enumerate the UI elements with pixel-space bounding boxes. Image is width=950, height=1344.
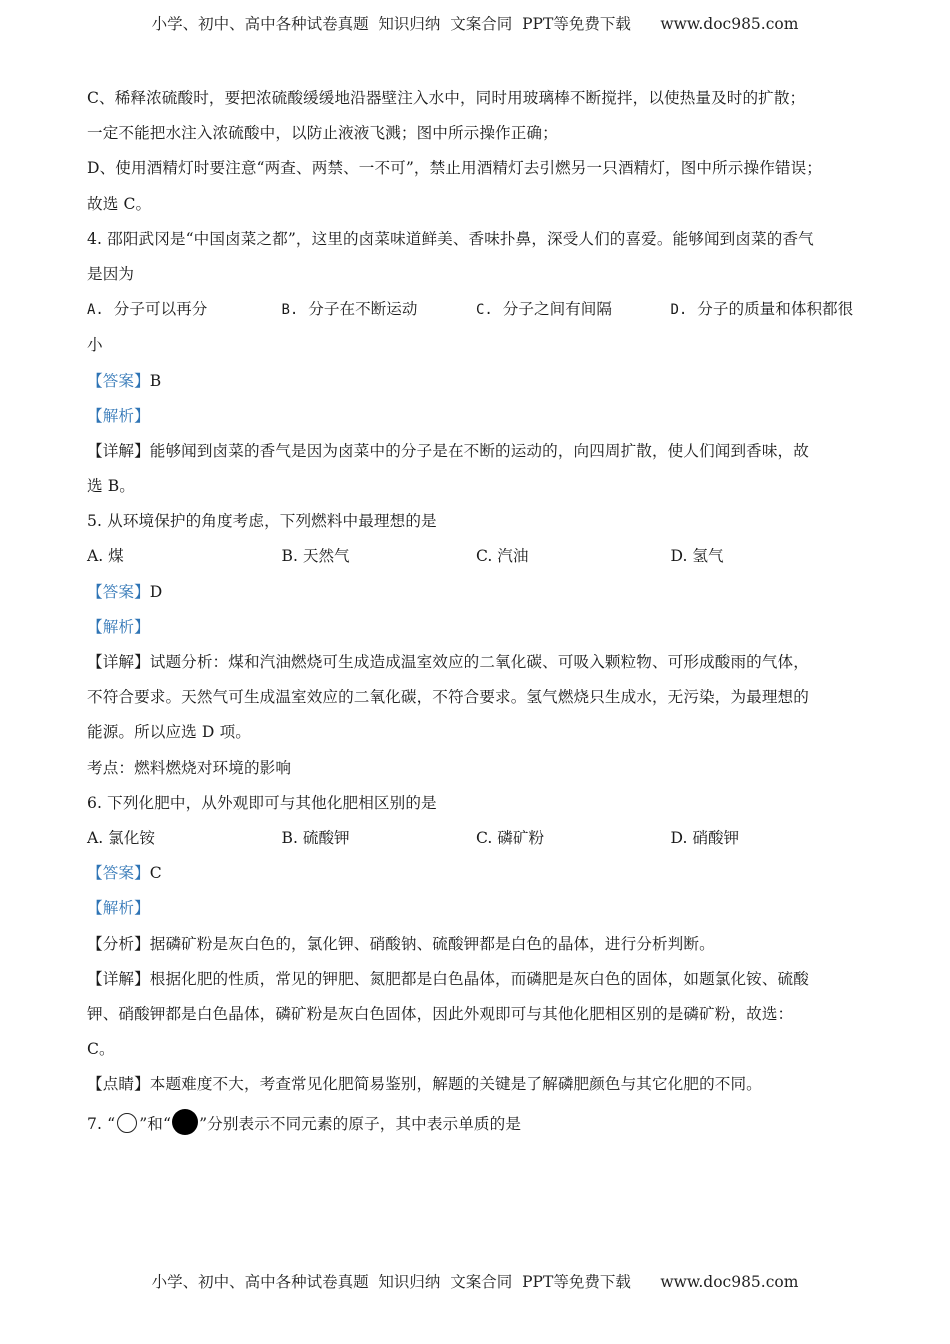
q6-detail-line1: 【详解】根据化肥的性质，常见的钾肥、氮肥都是白色晶体，而磷肥是灰白色的固体，如题氯化铵、硫酸 [87, 969, 809, 988]
q5-answer [87, 582, 865, 602]
q3-option-c-line1: C、稀释浓硫酸时，要把浓硫酸缓缓地沿器壁注入水中，同时用玻璃棒不断搅拌，以使热量及时的扩散； [87, 89, 806, 107]
q4-option-d-wrap: 小 [87, 336, 103, 355]
answer-tag: 【答案】 [87, 864, 150, 883]
fenxi-tag: 【分析】 [87, 934, 150, 953]
q4-detail-line1: 【详解】能够闻到卤菜的香气是因为卤菜中的分子是在不断的运动的，向四周扩散，使人们闻到香味，故 [87, 441, 809, 460]
q4-option-c: C. 分子之间有间隔 [476, 300, 612, 319]
q4-option-b: B. 分子在不断运动 [281, 300, 418, 319]
q5-option-c: C. 汽油 [476, 547, 529, 566]
q3-option-c-line2: 一定不能把水注入浓硫酸中，以防止液液飞溅；图中所示操作正确； [87, 124, 558, 143]
analysis-tag: 【解析】 [87, 617, 150, 636]
q4-analysis [87, 406, 865, 426]
detail-tag: 【详解】 [87, 969, 150, 988]
q4-options [87, 299, 865, 320]
q6-analysis [87, 898, 865, 918]
q6-option-a: A. 氯化铵 [87, 828, 155, 847]
q5-option-a: A. 煤 [87, 547, 124, 566]
q4-stem-line1: 4. 邵阳武冈是“中国卤菜之都”，这里的卤菜味道鲜美、香味扑鼻，深受人们的喜爱。能够闻到卤菜的香气 [87, 229, 814, 248]
q5-detail-line3: 能源。所以应选 D 项。 [87, 723, 251, 742]
answer-tag: 【答案】 [87, 371, 150, 390]
q4-option-d: D. 分子的质量和体积都很 [670, 300, 854, 319]
q6-dianjing: 【点睛】本题难度不大，考查常见化肥简易鉴别，解题的关键是了解磷肥颜色与其它化肥的不同。 [87, 1075, 762, 1094]
q6-stem: 6. 下列化肥中，从外观即可与其他化肥相区别的是 [87, 793, 437, 812]
q5-detail-line1: 【详解】试题分析：煤和汽油燃烧可生成造成温室效应的二氧化碳、可吸入颗粒物、可形成酸雨的气体， [87, 653, 809, 671]
q3-option-d-line1: D、使用酒精灯时要注意“两查、两禁、一不可”，禁止用酒精灯去引燃另一只酒精灯，图中所示操作错误； [87, 159, 822, 178]
q5-detail-line2: 不符合要求。天然气可生成温室效应的二氧化碳，不符合要求。氢气燃烧只生成水，无污染，为最理想的 [87, 688, 809, 707]
answer-value: D [149, 582, 163, 601]
q7-stem: 7. “ ”和“ ”分别表示不同元素的原子，其中表示单质的是 [87, 1109, 865, 1135]
analysis-tag: 【解析】 [87, 899, 150, 918]
detail-tag: 【详解】 [87, 653, 150, 671]
page-header: 小学、初中、高中各种试卷真题 知识归纳 文案合同 PPT等免费下载 www.doc985.com [151, 15, 799, 33]
q5-stem: 5. 从环境保护的角度考虑，下列燃料中最理想的是 [87, 512, 437, 531]
q6-detail-line2: 钾、硝酸钾都是白色晶体，磷矿粉是灰白色固体，因此外观即可与其他化肥相区别的是磷矿粉，故选： [87, 1004, 794, 1023]
q5-analysis [87, 617, 865, 637]
q4-detail-line2: 选 B。 [87, 477, 136, 496]
black-atom-icon [172, 1109, 198, 1135]
q6-options [87, 828, 865, 848]
answer-value: C [149, 864, 162, 883]
q3-conclusion: 故选 C。 [87, 194, 152, 213]
q6-detail-line3: C。 [87, 1040, 115, 1059]
q6-option-c: C. 磷矿粉 [476, 828, 545, 847]
q5-options [87, 546, 865, 566]
q5-kaodian: 考点：燃料燃烧对环境的影响 [87, 758, 292, 777]
q6-fenxi: 【分析】据磷矿粉是灰白色的，氯化钾、硝酸钠、硫酸钾都是白色的晶体，进行分析判断。 [87, 934, 715, 953]
q4-option-a: A. 分子可以再分 [87, 300, 208, 319]
dianjing-tag: 【点睛】 [87, 1075, 150, 1094]
white-atom-icon [117, 1113, 137, 1133]
q6-answer [87, 863, 865, 883]
answer-value: B [149, 371, 162, 390]
page-footer: 小学、初中、高中各种试卷真题 知识归纳 文案合同 PPT等免费下载 www.doc985.com [151, 1273, 799, 1291]
document-body [87, 88, 865, 1151]
detail-tag: 【详解】 [87, 441, 150, 460]
q6-option-b: B. 硫酸钾 [281, 828, 350, 847]
q6-option-d: D. 硝酸钾 [670, 828, 740, 847]
answer-tag: 【答案】 [87, 582, 150, 601]
q5-option-b: B. 天然气 [281, 547, 350, 566]
q4-stem-line2: 是因为 [87, 264, 135, 283]
q5-option-d: D. 氢气 [670, 547, 724, 566]
q4-answer [87, 371, 865, 391]
analysis-tag: 【解析】 [87, 406, 150, 425]
